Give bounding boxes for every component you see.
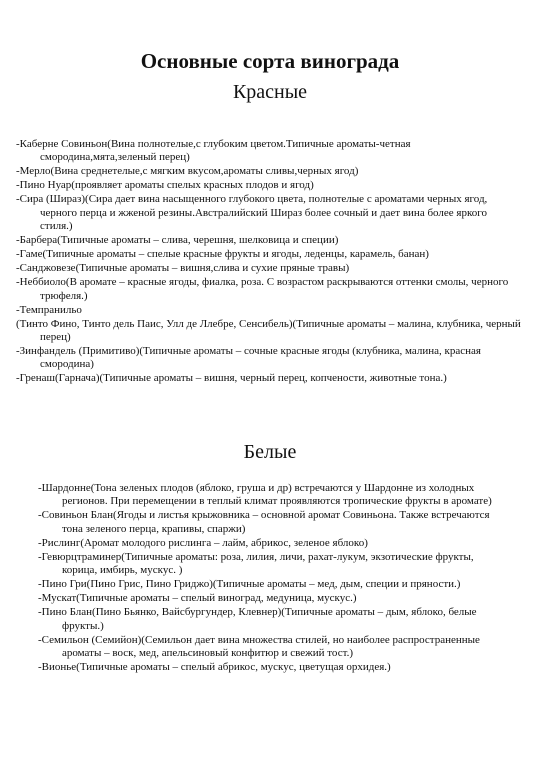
- white-variety-muscat: -Мускат(Типичные ароматы – спелый виноград, медуница, мускус.): [38, 592, 357, 605]
- white-variety-gewurztraminer: -Гевюрцтраминер(Типичные ароматы: роза, лилия, личи, рахат-лукум, экзотические фрукты, корица, имбирь, мускус. ): [38, 550, 474, 577]
- red-section-heading: Красные: [232, 81, 308, 103]
- red-variety-sangiovese: -Санджовезе(Типичные ароматы – вишня,слива и сухие пряные травы): [16, 262, 350, 275]
- red-variety-gamay: -Гаме(Типичные ароматы – спелые красные фрукты и ягоды, леденцы, карамель, банан): [16, 248, 429, 261]
- white-variety-sauvignon-blanc: -Совиньон Блан(Ягоды и листья крыжовника – основной аромат Совиньона. Также встречаются тона зеленого перца, крапивы, спаржи): [38, 509, 490, 535]
- page-title: Основные сорта винограда: [140, 49, 400, 73]
- red-variety-tempranillo-aliases: (Тинто Фино, Тинто дель Паис, Улл де Ллебре, Сенсибель)(Типичные ароматы – малина, клубника, черный перец): [16, 317, 521, 344]
- red-variety-pinot-noir: -Пино Нуар(проявляет ароматы спелых красных плодов и ягод): [16, 179, 314, 192]
- red-variety-barbera: -Барбера(Типичные ароматы – слива, черешня, шелковица и специи): [16, 234, 339, 247]
- white-varieties-list: [38, 482, 508, 675]
- red-variety-tempranillo: -Темпранильо: [16, 303, 82, 316]
- white-variety-viognier: -Вионье(Типичные ароматы – спелый абрикос, мускус, цветущая орхидея.): [38, 661, 391, 674]
- white-variety-riesling: -Рислинг(Аромат молодого рислинга – лайм, абрикос, зеленое яблоко): [38, 536, 368, 549]
- red-varieties-list: [16, 138, 521, 386]
- white-variety-semillon: -Семильон (Семийон)(Семильон дает вина множества стилей, но наиболее распространенные ароматы – воск, мед, апельсиновый конфитюр и свежий тост.): [38, 633, 480, 660]
- white-variety-pinot-gris: -Пино Гри(Пино Грис, Пино Гриджо)(Типичные ароматы – мед, дым, специи и пряности.): [38, 578, 461, 591]
- red-variety-merlot: -Мерло(Вина среднетелые,с мягким вкусом,ароматы сливы,черных ягод): [16, 165, 359, 178]
- red-variety-cabernet: -Каберне Совиньон(Вина полнотелые,с глубоким цветом.Типичные ароматы-четная смородина,мята,зеленый перец): [16, 138, 411, 164]
- white-variety-chardonnay: -Шардонне(Тона зеленых плодов (яблоко, груша и др) встречаются у Шардонне из холодных регионов. При перемещении в теплый климат проявляются тропические фрукты в аромате): [38, 482, 492, 508]
- white-section-heading: Белые: [243, 441, 297, 463]
- red-variety-nebbiolo: -Неббиоло(В аромате – красные ягоды, фиалка, роза. С возрастом раскрываются оттенки смолы, черного трюфеля.): [16, 276, 509, 302]
- red-variety-syrah: -Сира (Шираз)(Сира дает вина насыщенного глубокого цвета, полнотелые с ароматами черных ягод, черного перца и жженой резины.Австралийский Шираз более сочный и дает вина более яркого стиля.): [16, 193, 488, 233]
- red-variety-grenache: -Гренаш(Гарнача)(Типичные ароматы – вишня, черный перец, копчености, животные тона.): [16, 372, 447, 385]
- white-variety-pinot-blanc: -Пино Блан(Пино Бьянко, Вайсбургундер, Клевнер)(Типичные ароматы – дым, яблоко, белые фрукты.): [38, 606, 477, 632]
- red-variety-zinfandel: -Зинфандель (Примитиво)(Типичные ароматы – сочные красные ягоды (клубника, малина, красная смородина): [16, 345, 481, 371]
